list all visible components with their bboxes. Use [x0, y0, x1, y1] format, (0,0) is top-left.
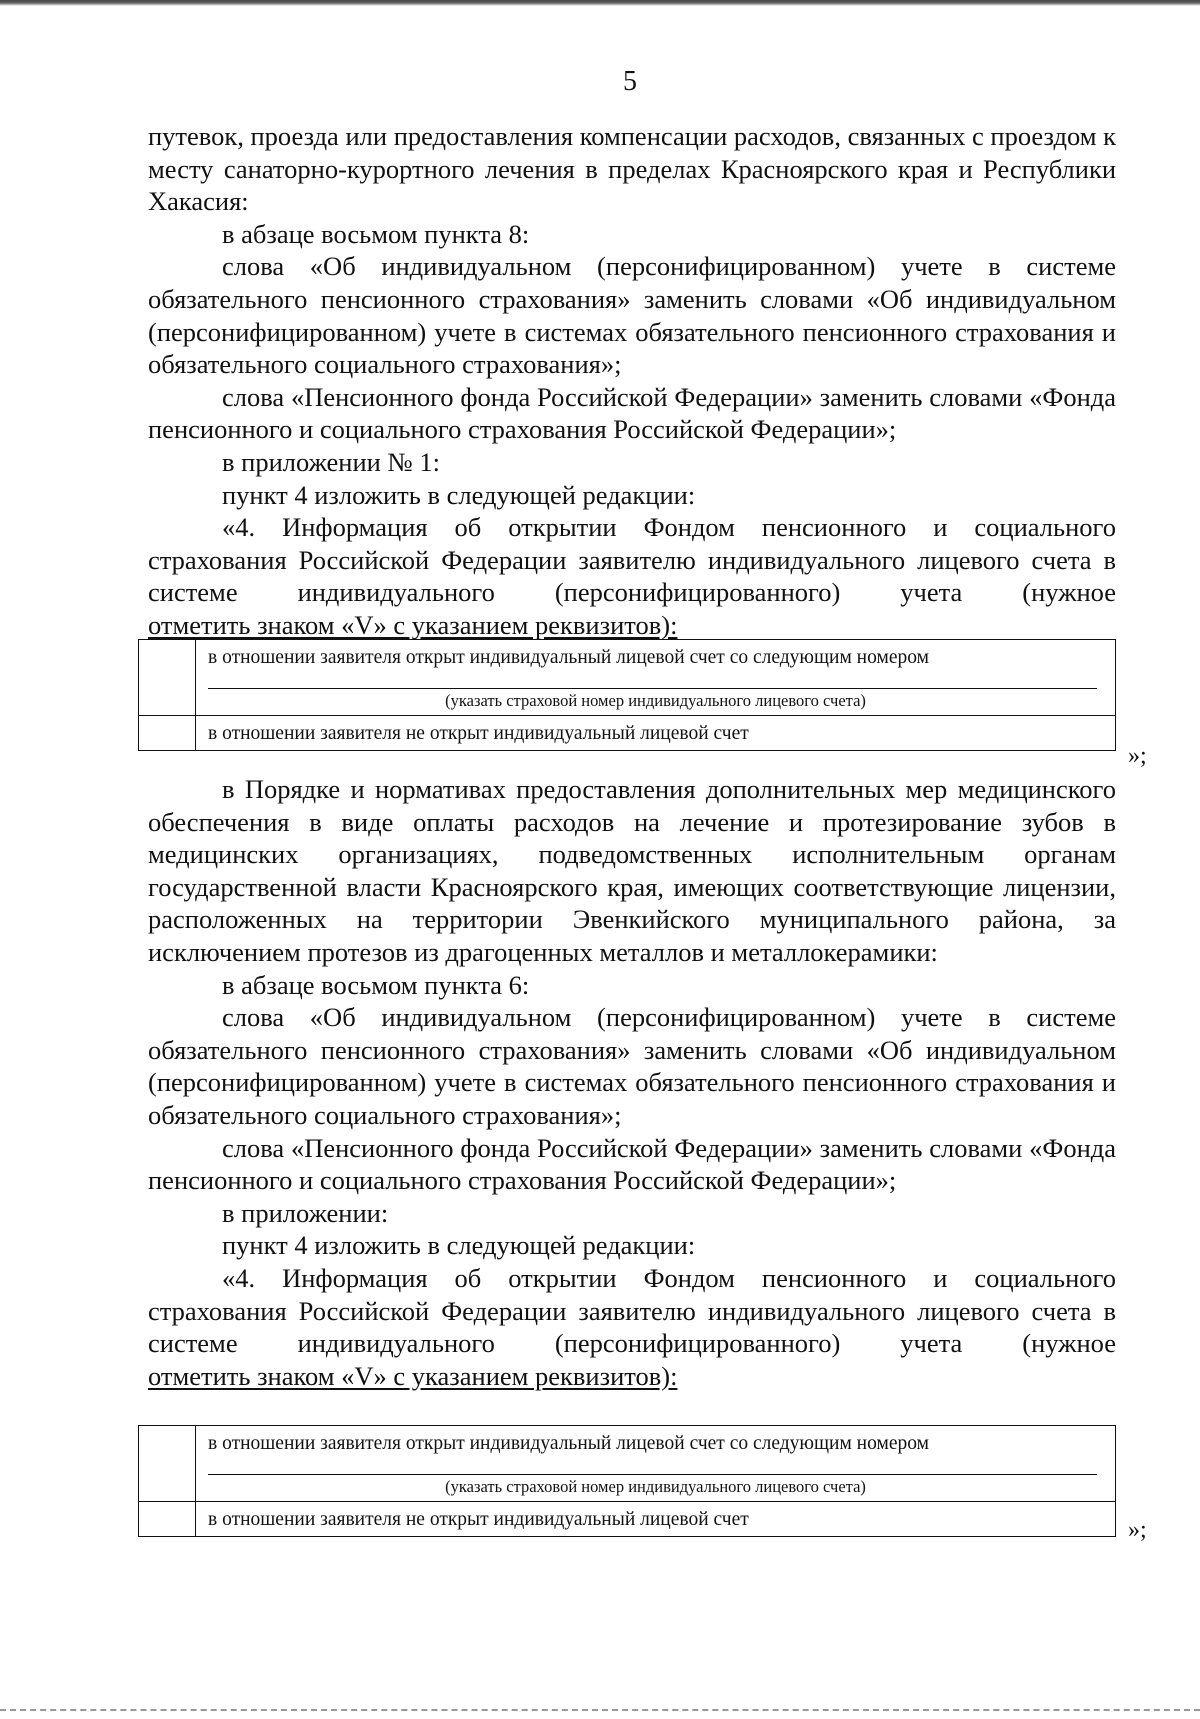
account-options-table-2	[138, 1425, 1116, 1537]
paragraph: пункт 4 изложить в следующей редакции:	[222, 479, 696, 510]
account-options-table-1	[138, 639, 1116, 751]
page-number: 5	[623, 66, 637, 97]
paragraph: «4. Информация об открытии Фондом пенсионного и социального страхования Российской Федерации заявителю индивидуального лицевого счета в системе индивидуального (персонифицированного) учета (нужное	[148, 1262, 1116, 1359]
fill-in-hint: (указать страховой номер индивидуального лицевого счета)	[445, 691, 866, 710]
option-label: в отношении заявителя не открыт индивидуальный лицевой счет	[208, 723, 749, 744]
text-section-1	[148, 120, 1116, 642]
paragraph: путевок, проезда или предоставления компенсации расходов, связанных с проездом к месту санаторно-курортного лечения в пределах Красноярского края и Республики Хакасия:	[148, 121, 1116, 217]
table-row	[139, 716, 1116, 751]
paragraph-underlined: отметить знаком «V» с указанием реквизитов):	[148, 609, 678, 640]
paragraph: в Порядке и нормативах предоставления дополнительных мер медицинского обеспечения в виде оплаты расходов на лечение и протезирование зубов в медицинских организациях, подведомственных исполнительным органам государственной власти Красноярского края, имеющих соответствующие лицензии, расположенных на территории Эвенкийского муниципального района, за исключением протезов из драгоценных металлов и металлокерамики:	[148, 774, 1116, 967]
checkbox-cell	[139, 1426, 196, 1502]
paragraph: в абзаце восьмом пункта 6:	[222, 969, 530, 1000]
paragraph: слова «Об индивидуальном (персонифицированном) учете в системе обязательного пенсионного страхования» заменить словами «Об индивидуальном (персонифицированном) учете в системах обязательного пенсионного страхования и обязательного социального страхования»;	[148, 251, 1116, 380]
paragraph: слова «Пенсионного фонда Российской Федерации» заменить словами «Фонда пенсионного и социального страхования Российской Федерации»;	[148, 381, 1116, 445]
option-label: в отношении заявителя открыт индивидуальный лицевой счет со следующим номером	[208, 1433, 929, 1454]
paragraph: пункт 4 изложить в следующей редакции:	[222, 1230, 696, 1261]
paragraph: в приложении № 1:	[222, 446, 440, 477]
paragraph: слова «Об индивидуальном (персонифицированном) учете в системе обязательного пенсионного страхования» заменить словами «Об индивидуальном (персонифицированном) учете в системах обязательного пенсионного страхования и обязательного социального страхования»;	[148, 1002, 1116, 1130]
checkbox-cell	[139, 640, 196, 716]
paragraph: «4. Информация об открытии Фондом пенсионного и социального страхования Российской Федерации заявителю индивидуального лицевого счета в системе индивидуального (персонифицированного) учета (нужное	[148, 512, 1116, 608]
fill-in-line	[208, 688, 1097, 689]
option-cell	[196, 1502, 1116, 1537]
scan-edge-bottom	[0, 1709, 1200, 1713]
option-cell	[196, 640, 1116, 716]
fill-in-hint: (указать страховой номер индивидуального лицевого счета)	[445, 1477, 866, 1496]
fill-in-line	[208, 1474, 1097, 1475]
paragraph: в абзаце восьмом пункта 8:	[222, 218, 530, 249]
option-label: в отношении заявителя не открыт индивидуальный лицевой счет	[208, 1509, 749, 1530]
checkbox-cell	[139, 1502, 196, 1537]
scan-edge-top	[0, 0, 1200, 6]
text-section-2	[148, 773, 1116, 1392]
paragraph: слова «Пенсионного фонда Российской Федерации» заменить словами «Фонда пенсионного и социального страхования Российской Федерации»;	[148, 1132, 1116, 1196]
closing-quote: »;	[1128, 1517, 1147, 1543]
option-cell	[196, 1426, 1116, 1502]
paragraph-underlined: отметить знаком «V» с указанием реквизитов):	[148, 1360, 678, 1391]
table-row	[139, 1426, 1116, 1502]
table-row	[139, 1502, 1116, 1537]
option-label: в отношении заявителя открыт индивидуальный лицевой счет со следующим номером	[208, 647, 929, 668]
option-cell	[196, 716, 1116, 751]
paragraph: в приложении:	[222, 1197, 389, 1228]
checkbox-cell	[139, 716, 196, 751]
closing-quote: »;	[1128, 743, 1147, 769]
table-row	[139, 640, 1116, 716]
